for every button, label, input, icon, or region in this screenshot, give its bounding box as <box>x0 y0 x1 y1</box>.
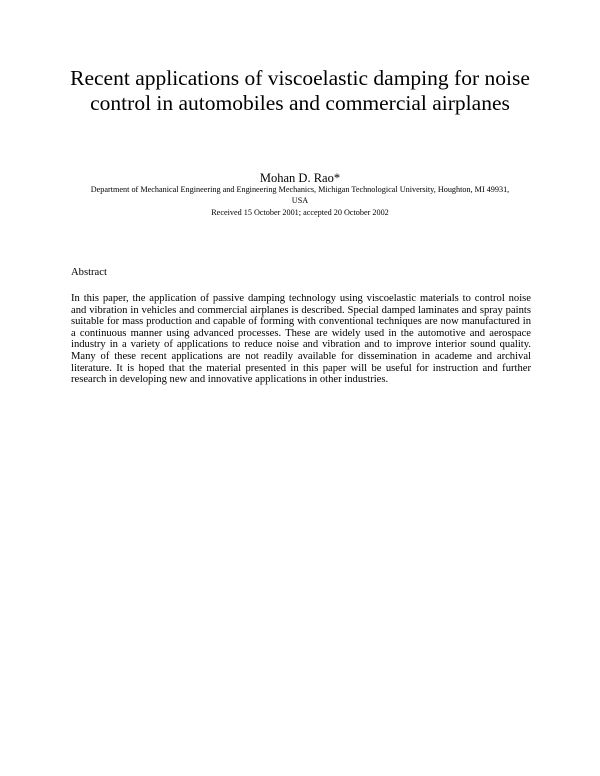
received-accepted-dates: Received 15 October 2001; accepted 20 October 2002 <box>211 208 389 217</box>
abstract-text: In this paper, the application of passive damping technology using viscoelastic materials to control noise and vibration in vehicles and commercial airplanes is described. Special damped laminates and spray paints suitable for mass production and capable of forming with conventional techniques are now manufactured in a continuous manner using advanced processes. These are widely used in the automotive and aerospace industry in a variety of applications to reduce noise and vibration and to improve interior sound quality. Many of these recent applications are not readily available for dissemination in academe and archival literature. It is hoped that the material presented in this paper will be useful for instruction and further research in developing new and innovative applications in other industries. <box>71 293 531 386</box>
author-affiliation: Department of Mechanical Engineering and Engineering Mechanics, Michigan Technological University, Houghton, MI 49931, USA <box>90 185 510 205</box>
abstract-heading: Abstract <box>71 267 107 278</box>
paper-title: Recent applications of viscoelastic damping for noise control in automobiles and commercial airplanes <box>70 66 530 115</box>
paper-author: Mohan D. Rao* <box>259 171 341 185</box>
